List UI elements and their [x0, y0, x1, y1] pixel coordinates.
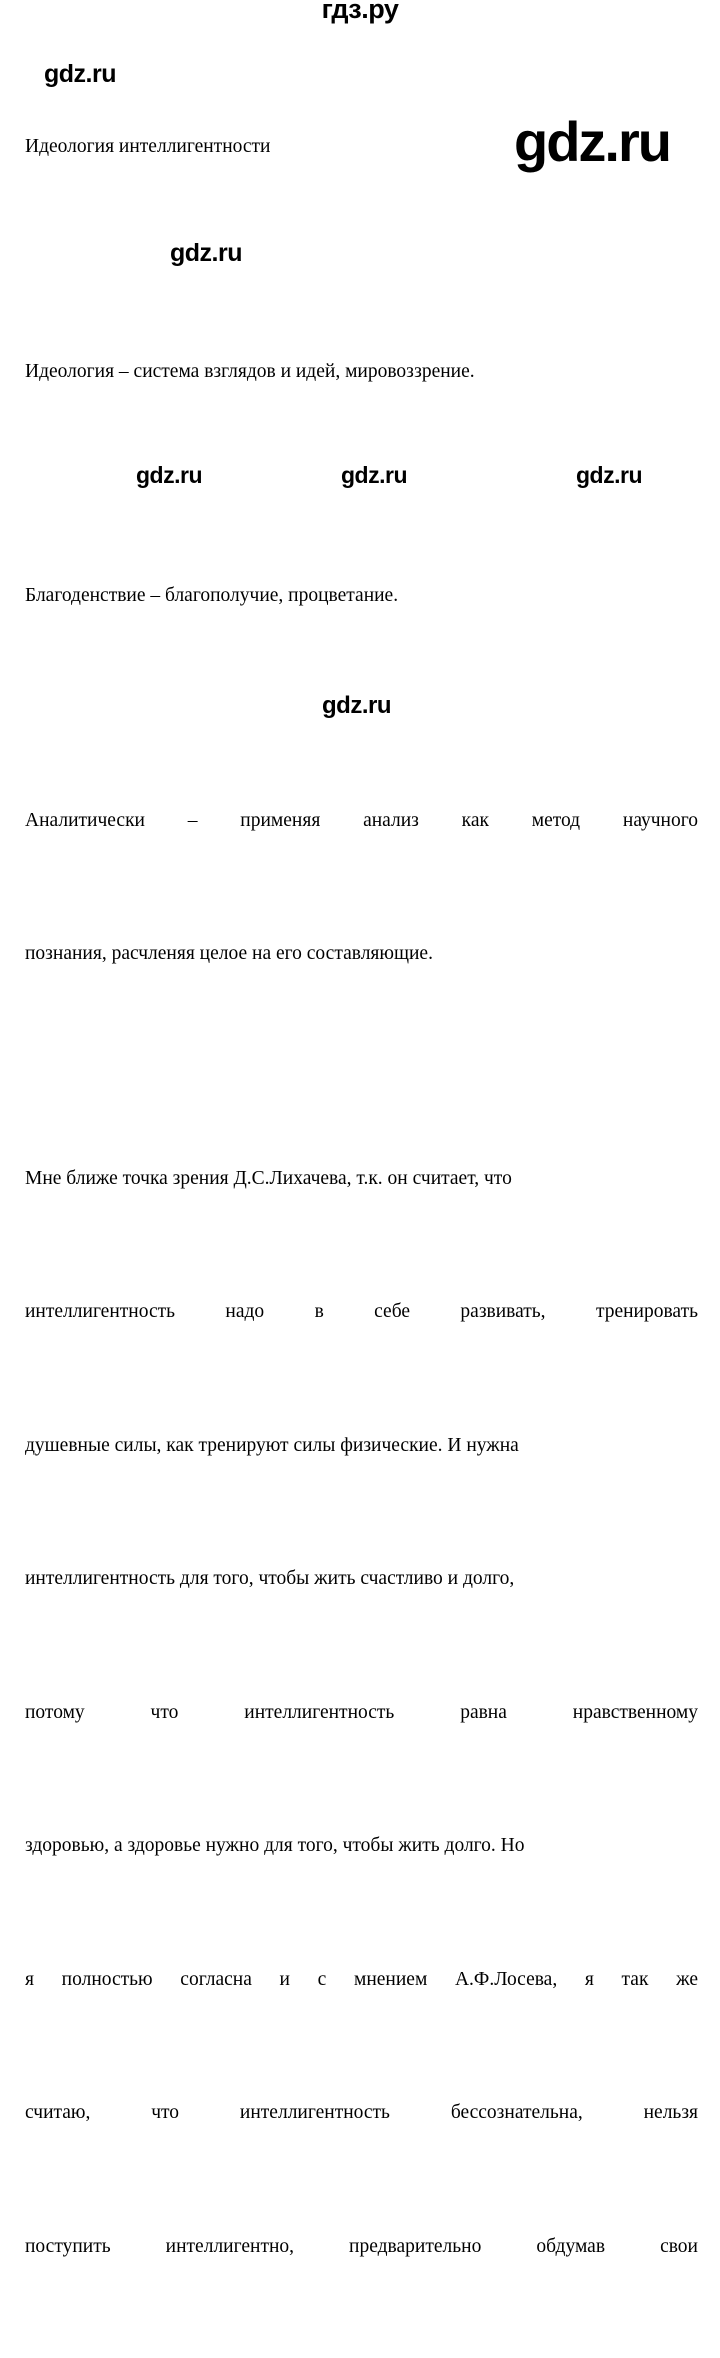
paragraph-definition-blagodenstvie [25, 485, 698, 708]
watermark-row-left: gdz.ru [136, 464, 202, 487]
text-line: потому что интеллигентность равна нравственному [25, 1691, 698, 1736]
watermark-middle: gdz.ru [170, 241, 242, 266]
site-header-logo: гдз.ру [0, 0, 720, 24]
text-line: я полностью согласна и с мнением А.Ф.Лосева, я так же [25, 1958, 698, 2003]
text-line: Благоденствие – благополучие, процветание. [25, 574, 698, 619]
watermark-top-left: gdz.ru [44, 62, 116, 87]
paragraph-definition-analytically [25, 710, 698, 1066]
text-line: Идеология интеллигентности [25, 125, 698, 170]
text-line: считаю, что интеллигентность бессознательна, нельзя [25, 2091, 698, 2136]
text-line: поступить интеллигентно, предварительно обдумав свои [25, 2225, 698, 2270]
watermark-bottom: gdz.ru [322, 694, 391, 718]
watermark-row-right: gdz.ru [576, 464, 642, 487]
paragraph-definition-ideology [25, 261, 698, 484]
watermark-row-center: gdz.ru [341, 464, 407, 487]
text-line: душевные силы, как тренируют силы физические. И нужна [25, 1424, 698, 1469]
document-body [25, 36, 698, 2358]
text-line: познания, расчленяя целое на его составляющие. [25, 932, 698, 977]
text-line: интеллигентность надо в себе развивать, тренировать [25, 1290, 698, 1335]
paragraph-main-opinion [25, 1068, 698, 2358]
text-line: Мне ближе точка зрения Д.С.Лихачева, т.к. он считает, что [25, 1157, 698, 1202]
text-line: Аналитически – применяя анализ как метод научного [25, 799, 698, 844]
text-line: Идеология – система взглядов и идей, мировоззрение. [25, 350, 698, 395]
watermark-large-right: gdz.ru [514, 114, 670, 170]
text-line: здоровью, а здоровье нужно для того, чтобы жить долго. Но [25, 1824, 698, 1869]
text-line: интеллигентность для того, чтобы жить счастливо и долго, [25, 1557, 698, 1602]
